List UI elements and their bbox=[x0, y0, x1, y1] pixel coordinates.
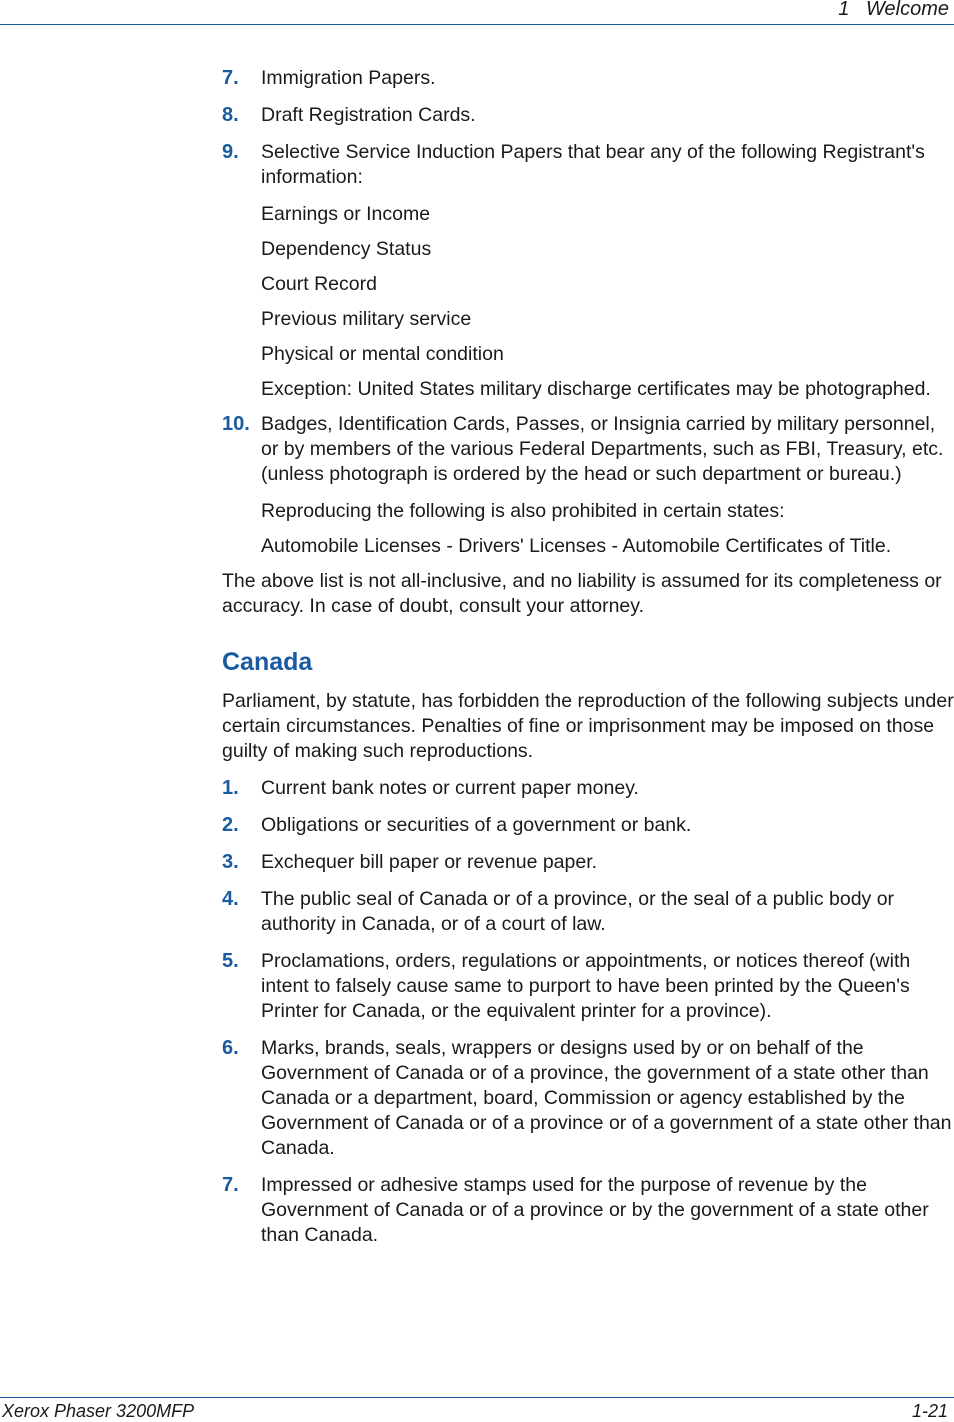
footer-page-number: 1-21 bbox=[911, 1401, 948, 1421]
registrant-info-line: Physical or mental condition bbox=[261, 343, 504, 365]
registrant-info-line: Dependency Status bbox=[261, 238, 432, 260]
state-note: Automobile Licenses - Drivers' Licenses - Automobile Certificates of Title. bbox=[261, 535, 892, 557]
item-text: Impressed or adhesive stamps used for the purpose of revenue by the Government of Canada or of a province or by the government of a state other than Canada. bbox=[261, 1174, 929, 1246]
footer-product-name: Xerox Phaser 3200MFP bbox=[2, 1401, 195, 1421]
item-number: 3. bbox=[222, 851, 239, 873]
item-text: Selective Service Induction Papers that bear any of the following Registrant's information: bbox=[261, 141, 925, 188]
list-item bbox=[222, 103, 954, 128]
list-item bbox=[222, 813, 954, 838]
list-item bbox=[222, 887, 954, 937]
list-item bbox=[222, 776, 954, 801]
item-text: Immigration Papers. bbox=[261, 67, 436, 89]
section-heading-canada: Canada bbox=[222, 648, 313, 676]
item-number: 7. bbox=[222, 1174, 239, 1196]
item-text: Marks, brands, seals, wrappers or designs used by or on behalf of the Government of Canada or of a province, the government of a state other than Canada or a department, board, Commission or agency established by the Government of Canada or of a province or of a government of a state other than Canada. bbox=[261, 1037, 952, 1159]
registrant-info-line: Previous military service bbox=[261, 308, 472, 330]
item-text: Proclamations, orders, regulations or appointments, or notices thereof (with intent to falsely cause same to purport to have been printed by the Queen's Printer for Canada, or the equivalent printer for a province). bbox=[261, 950, 911, 1022]
state-note: Reproducing the following is also prohibited in certain states: bbox=[261, 500, 785, 522]
footer-rule bbox=[0, 1397, 954, 1398]
chapter-header: 1 Welcome bbox=[838, 0, 949, 20]
item-number: 1. bbox=[222, 777, 239, 799]
list-item bbox=[222, 949, 954, 1024]
item-text: The public seal of Canada or of a province, or the seal of a public body or authority in Canada, or of a court of law. bbox=[261, 888, 895, 935]
list-item bbox=[222, 850, 954, 875]
item-number: 7. bbox=[222, 67, 239, 89]
item-number: 5. bbox=[222, 950, 239, 972]
header-rule bbox=[0, 24, 954, 25]
list-item bbox=[222, 1173, 954, 1248]
registrant-info-line: Earnings or Income bbox=[261, 203, 431, 225]
item-number: 8. bbox=[222, 104, 239, 126]
item-text: Obligations or securities of a government or bank. bbox=[261, 814, 692, 836]
canada-intro-paragraph: Parliament, by statute, has forbidden the reproduction of the following subjects under certain circumstances. Penalties of fine or imprisonment may be imposed on those guilty of making such reproductions. bbox=[222, 690, 954, 762]
list-item bbox=[222, 1036, 954, 1161]
list-item bbox=[222, 140, 954, 190]
item-number: 2. bbox=[222, 814, 239, 836]
item-number: 9. bbox=[222, 141, 239, 163]
registrant-info-line: Exception: United States military discharge certificates may be photographed. bbox=[261, 378, 931, 400]
item-number: 6. bbox=[222, 1037, 239, 1059]
registrant-info-line: Court Record bbox=[261, 273, 377, 295]
page-content bbox=[222, 66, 954, 1260]
disclaimer-paragraph: The above list is not all-inclusive, and no liability is assumed for its completeness or accuracy. In case of doubt, consult your attorney. bbox=[222, 570, 942, 617]
item-text: Draft Registration Cards. bbox=[261, 104, 476, 126]
item-text: Current bank notes or current paper money. bbox=[261, 777, 639, 799]
item-text: Exchequer bill paper or revenue paper. bbox=[261, 851, 598, 873]
item-number: 10. bbox=[222, 413, 250, 435]
list-item bbox=[222, 412, 954, 487]
list-item bbox=[222, 66, 954, 91]
item-text: Badges, Identification Cards, Passes, or Insignia carried by military personnel, or by members of the various Federal Departments, such as FBI, Treasury, etc. (unless photograph is ordered by the head or such department or bureau.) bbox=[261, 413, 944, 485]
item-number: 4. bbox=[222, 888, 239, 910]
